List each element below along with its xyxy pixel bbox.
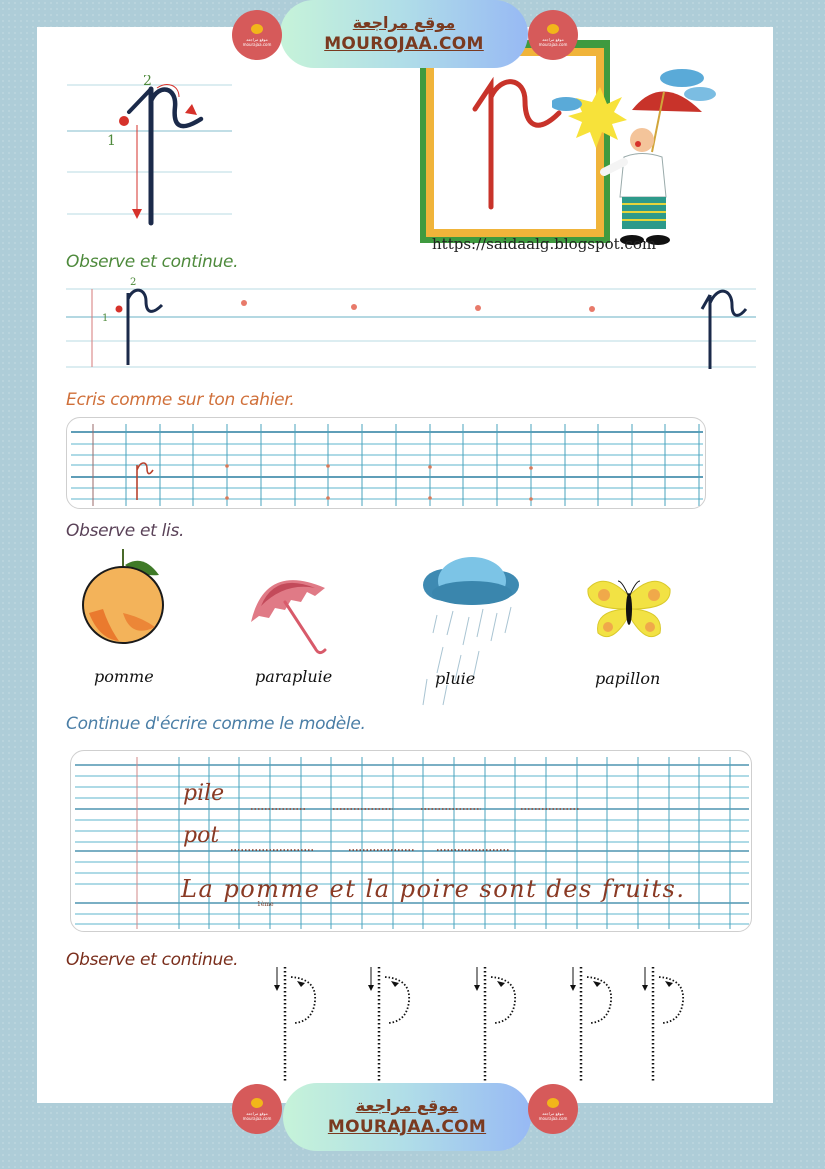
svg-text:2: 2 [130,277,137,288]
model-sentence: La pomme et la poire sont des fruits. [181,875,686,903]
book-icon [547,1098,559,1108]
badge-text-ar: موقع مراجعة [246,1110,268,1116]
badge-text-ar: موقع مراجعة [246,36,268,42]
site-domain[interactable]: MOURAJAA.COM [327,1117,487,1137]
model-word-pile: pile [183,781,225,806]
section-title-observe-read: Observe et lis. [66,521,185,541]
vocab-word-pomme: pomme [94,667,154,686]
logo-badge-top-right [528,10,578,60]
section-title-write-notebook: Ecris comme sur ton cahier. [66,390,295,410]
badge-text-en: mourajaa.com [242,1115,272,1121]
book-icon [547,24,559,34]
footnote-label: 1ème [257,901,274,908]
umbrella-icon [245,562,335,662]
apple-icon [79,547,169,645]
butterfly-icon [584,575,674,645]
tracing-line-letter-p [66,277,756,372]
notebook-writing-area-1[interactable] [66,417,706,509]
vocab-word-pluie: pluie [435,669,476,688]
site-domain[interactable]: MOUROJAA.COM [324,34,484,54]
worksheet-page [37,27,773,1103]
svg-text:1: 1 [107,133,116,149]
vocab-word-papillon: papillon [595,669,661,688]
section-title-observe-continue: Observe et continue. [66,252,239,272]
dotted-letter-p-tracing [267,965,697,1085]
site-banner-top[interactable] [280,0,528,68]
vocab-word-parapluie: parapluie [255,667,333,686]
logo-badge-bottom-left [232,1084,282,1134]
badge-text-en: mourajaa.com [538,41,568,47]
section-title-observe-continue-2: Observe et continue. [66,950,239,970]
model-word-pot: pot [183,823,220,848]
section-title-copy-model: Continue d'écrire comme le modèle. [66,714,366,734]
site-name-arabic[interactable]: موقع مراجعة [355,1096,459,1115]
clown-with-umbrella-illustration [552,62,732,252]
badge-text-ar: موقع مراجعة [542,36,564,42]
badge-text-ar: موقع مراجعة [542,1110,564,1116]
book-icon [251,1098,263,1108]
letter-stroke-order-diagram [67,75,247,235]
badge-text-en: mourajaa.com [242,41,272,47]
notebook-writing-area-2[interactable] [70,750,752,932]
svg-text:1: 1 [102,313,109,324]
logo-badge-top-left [232,10,282,60]
site-banner-bottom[interactable] [283,1083,531,1151]
svg-text:2: 2 [143,75,152,89]
source-url: https://saidaalg.blogspot.com [432,235,657,253]
book-icon [251,24,263,34]
badge-text-en: mourajaa.com [538,1115,568,1121]
logo-badge-bottom-right [528,1084,578,1134]
site-name-arabic[interactable]: موقع مراجعة [352,13,456,32]
